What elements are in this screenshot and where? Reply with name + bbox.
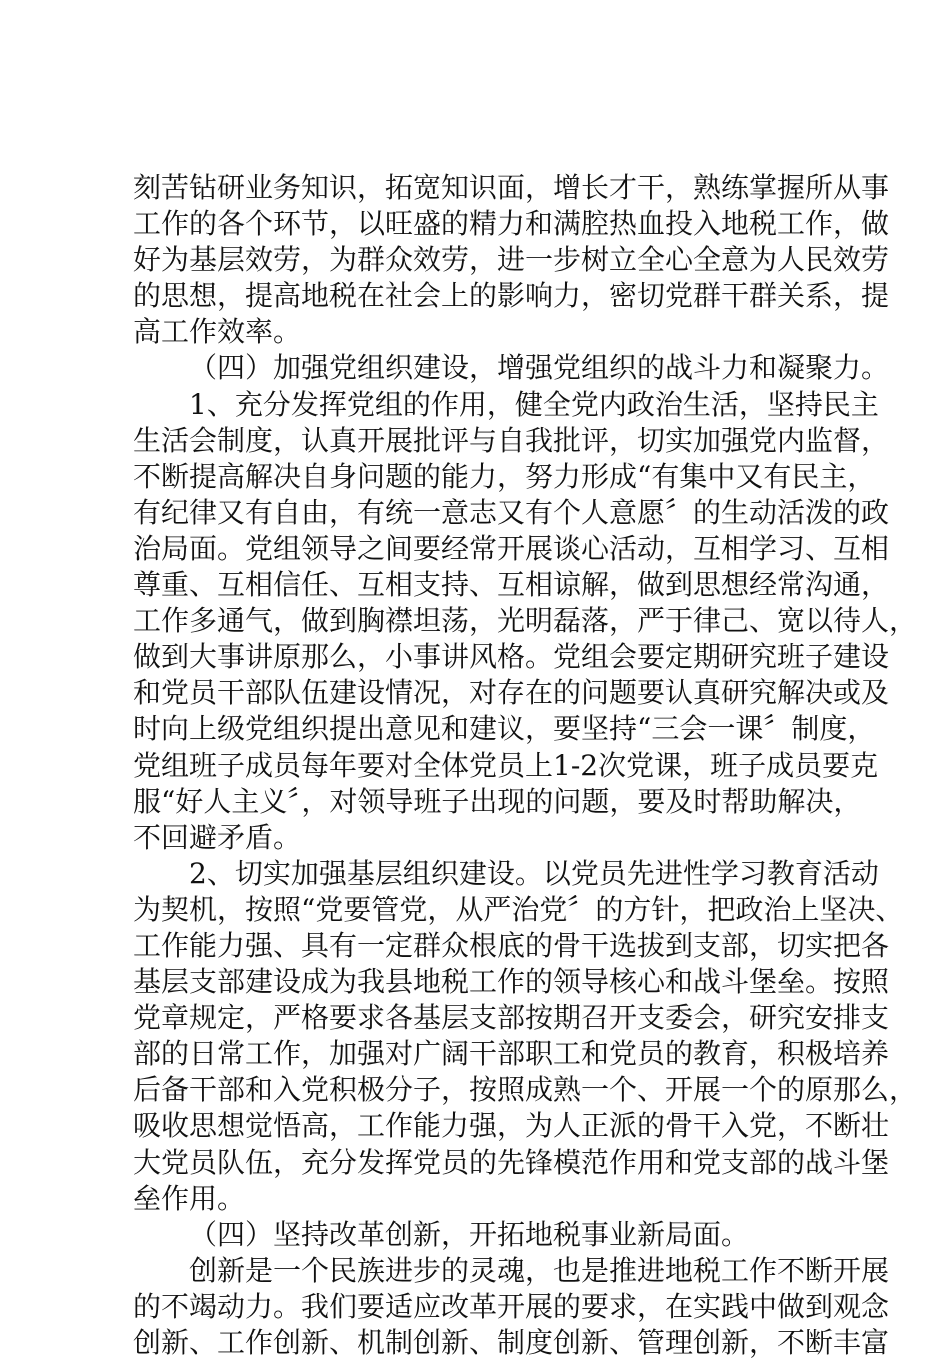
text-line: 1、充分发挥党组的作用，健全党内政治生活，坚持民主 — [189, 387, 879, 421]
text-line: 做到大事讲原那么，小事讲风格。党组会要定期研究班子建设 — [133, 640, 890, 674]
text-line: 吸收思想觉悟高，工作能力强，为人正派的骨干入党，不断壮 — [133, 1109, 890, 1143]
text-line: 为契机，按照“党要管党，从严治党〞的方针，把政治上坚决、 — [133, 892, 904, 926]
text-line: 工作的各个环节，以旺盛的精力和满腔热血投入地税工作，做 — [133, 207, 890, 241]
text-line: 服“好人主义〞，对领导班子出现的问题，要及时帮助解决， — [133, 784, 862, 818]
text-line: 时向上级党组织提出意见和建议，要坚持“三会一课〞制度， — [133, 712, 876, 746]
text-line: 创新、工作创新、机制创新、制度创新、管理创新，不断丰富 — [133, 1326, 890, 1359]
text-line: 有纪律又有自由，有统一意志又有个人意愿〞的生动活泼的政 — [133, 495, 890, 529]
text-line: 工作多通气，做到胸襟坦荡，光明磊落，严于律己、宽以待人， — [133, 604, 918, 638]
text-line: 不回避矛盾。 — [133, 820, 302, 854]
text-line: 部的日常工作，加强对广阔干部职工和党员的教育，积极培养 — [133, 1037, 890, 1071]
text-line: 治局面。党组领导之间要经常开展谈心活动，互相学习、互相 — [133, 531, 890, 565]
text-line: 垒作用。 — [133, 1181, 246, 1215]
text-line: 创新是一个民族进步的灵魂，也是推进地税工作不断开展 — [189, 1253, 890, 1287]
text-line: 的不竭动力。我们要适应改革开展的要求，在实践中做到观念 — [133, 1289, 890, 1323]
text-line: 后备干部和入党积极分子，按照成熟一个、开展一个的原那么， — [133, 1073, 918, 1107]
text-line: 刻苦钻研业务知识，拓宽知识面，增长才干，熟练掌握所从事 — [133, 171, 890, 204]
text-line: 好为基层效劳，为群众效劳，进一步树立全心全意为人民效劳 — [133, 243, 890, 277]
text-line: 生活会制度，认真开展批评与自我批评，切实加强党内监督， — [133, 423, 890, 457]
text-line: 党章规定，严格要求各基层支部按期召开支委会，研究安排支 — [133, 1001, 890, 1035]
text-line: 尊重、互相信任、互相支持、互相谅解，做到思想经常沟通， — [133, 568, 890, 602]
text-line: 和党员干部队伍建设情况，对存在的问题要认真研究解决或及 — [133, 676, 890, 710]
text-line: 2、切实加强基层组织建设。以党员先进性学习教育活动 — [189, 856, 879, 890]
text-line: 党组班子成员每年要对全体党员上1-2次党课，班子成员要克 — [133, 748, 879, 782]
text-line: 大党员队伍，充分发挥党员的先锋模范作用和党支部的战斗堡 — [133, 1145, 890, 1179]
text-line: 不断提高解决自身问题的能力，努力形成“有集中又有民主， — [133, 459, 876, 493]
text-line: 基层支部建设成为我县地税工作的领导核心和战斗堡垒。按照 — [133, 965, 890, 999]
text-line: 的思想，提高地税在社会上的影响力，密切党群干群关系，提 — [133, 279, 890, 313]
text-line: 高工作效率。 — [133, 315, 302, 349]
text-line: 工作能力强、具有一定群众根底的骨干选拔到支部，切实把各 — [133, 928, 890, 962]
section-heading: （四）加强党组织建设，增强党组织的战斗力和凝聚力。 — [189, 351, 890, 385]
section-heading: （四）坚持改革创新，开拓地税事业新局面。 — [189, 1217, 750, 1251]
body-text — [133, 170, 918, 1361]
